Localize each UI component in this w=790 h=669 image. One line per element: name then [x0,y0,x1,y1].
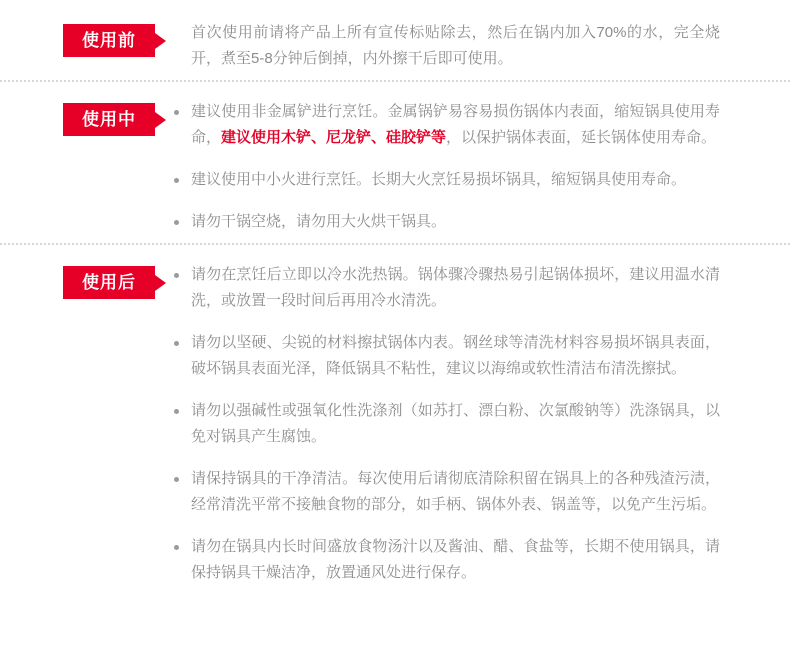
body-text: 建议使用中小火进行烹饪。长期大火烹饪易损坏锅具，缩短锅具使用寿命。 [191,171,687,188]
badge-arrow-right-icon [155,33,166,49]
section-badge-label: 使用中 [82,110,136,129]
section-badge-label: 使用前 [82,31,136,50]
instruction-bullet-item [191,534,720,586]
instruction-bullet-item [191,262,720,314]
instruction-paragraph [191,20,720,72]
section-badge-after-use [63,266,155,299]
sections-container [0,20,790,592]
section-badge-label: 使用后 [82,273,136,292]
dotted-separator [0,243,790,245]
instruction-bullet-item [191,398,720,450]
section-badge-in-use [63,103,155,136]
body-text: 请勿以强碱性或强氧化性洗涤剂（如苏打、漂白粉、次氯酸钠等）洗涤锅具，以免对锅具产生腐蚀。 [191,402,720,445]
body-text: 请勿在烹饪后立即以冷水洗热锅。锅体骤冷骤热易引起锅体损坏，建议用温水清洗，或放置一段时间后再用冷水清洗。 [191,266,720,309]
section-after-use [0,262,790,592]
section-content [191,262,720,586]
section-in-use [0,99,790,241]
body-text: 请勿在锅具内长时间盛放食物汤汁以及酱油、醋、食盐等，长期不使用锅具，请保持锅具干燥洁净，放置通风处进行保存。 [191,538,720,581]
instruction-bullet-item [191,99,720,151]
body-text: 请勿以坚硬、尖锐的材料擦拭锅体内表。钢丝球等清洗材料容易损坏锅具表面，破坏锅具表面光泽，降低锅具不粘性，建议以海绵或软性清洁布清洗擦拭。 [191,334,720,377]
badge-arrow-right-icon [155,275,166,291]
section-before-use [0,20,790,78]
section-content [191,99,720,235]
body-text: 请保持锅具的干净清洁。每次使用后请彻底清除积留在锅具上的各种残渣污渍，经常清洗平常不接触食物的部分，如手柄、锅体外表、锅盖等，以免产生污垢。 [191,470,720,513]
section-badge-before-use [63,24,155,57]
body-text: 首次使用前请将产品上所有宣传标贴除去，然后在锅内加入70%的水，完全烧开，煮至5-8分钟后倒掉，内外擦干后即可使用。 [191,24,720,67]
body-text: ，以保护锅体表面，延长锅体使用寿命。 [446,129,717,146]
body-text: 建议使用非金属铲进行烹饪。金属锅铲易容易损伤锅体内表面，缩短锅具使用寿命， [191,103,720,146]
dotted-separator [0,80,790,82]
instruction-bullet-item [191,466,720,518]
body-text: 请勿干锅空烧，请勿用大火烘干锅具。 [191,213,447,230]
instruction-bullet-item [191,330,720,382]
section-content [191,20,720,72]
highlighted-red-text: 建议使用木铲、尼龙铲、硅胶铲等 [221,129,447,146]
badge-arrow-right-icon [155,112,166,128]
instruction-bullet-item [191,209,720,235]
instruction-bullet-item [191,167,720,193]
